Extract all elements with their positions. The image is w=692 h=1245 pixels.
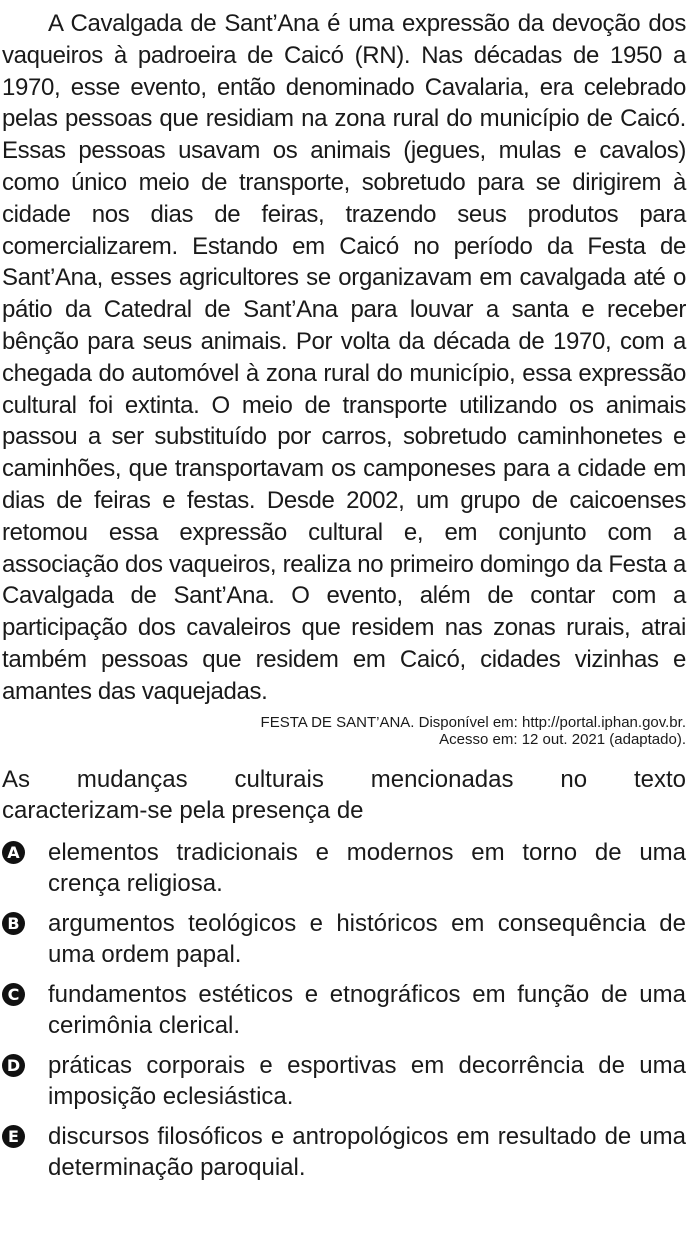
option-c-letter-icon: C bbox=[2, 983, 25, 1006]
option-c-text: fundamentos estéticos e etnográficos em função de uma cerimônia clerical. bbox=[48, 980, 686, 1040]
exam-question bbox=[2, 8, 686, 1192]
option-e[interactable] bbox=[2, 1121, 686, 1184]
option-a-letter-icon: A bbox=[2, 841, 25, 864]
option-a[interactable] bbox=[2, 837, 686, 900]
option-b-letter-icon: B bbox=[2, 912, 25, 935]
source-line-1: FESTA DE SANT’ANA. Disponível em: http://portal.iphan.gov.br. bbox=[260, 713, 686, 731]
option-e-text: discursos filosóficos e antropológicos em resultado de uma determinação paroquial. bbox=[48, 1122, 686, 1182]
option-c[interactable] bbox=[2, 979, 686, 1042]
question-stem-line-2: caracterizam-se pela presença de bbox=[2, 797, 364, 825]
option-d[interactable] bbox=[2, 1050, 686, 1113]
option-d-text: práticas corporais e esportivas em decorrência de uma imposição eclesiástica. bbox=[48, 1051, 686, 1111]
question-stem-line-1: As mudanças culturais mencionadas no texto bbox=[2, 765, 686, 793]
passage-text: A Cavalgada de Sant’Ana é uma expressão da devoção dos vaqueiros à padroeira de Caicó (RN). Nas décadas de 1950 a 1970, esse evento, então denominado Cavalaria, era celebrado pelas pessoas que residiam na zona rural do município de Caicó. Essas pessoas usavam os animais (jegues, mulas e cavalos) como único meio de transporte, sobretudo para se dirigirem à cidade nos dias de feiras, trazendo seus produtos para comercializarem. Estando em Caicó no período da Festa de Sant’Ana, esses agricultores se organizavam em cavalgada até o pátio da Catedral de Sant’Ana para louvar a santa e receber bênção para seus animais. Por volta da década de 1970, com a chegada do automóvel à zona rural do município, essa expressão cultural foi extinta. O meio de transporte utilizando os animais passou a ser substituído por carros, sobretudo caminhonetes e caminhões, que transportavam os camponeses para a cidade em dias de feiras e festas. Desde 2002, um grupo de caicoenses retomou essa expressão cultural e, em conjunto com a associação dos vaqueiros, realiza no primeiro domingo da Festa a Cavalgada de Sant’Ana. O evento, além de contar com a participação dos cavaleiros que residem nas zonas rurais, atrai também pessoas que residem em Caicó, cidades vizinhas e amantes das vaquejadas. bbox=[2, 10, 686, 705]
option-b[interactable] bbox=[2, 908, 686, 971]
option-e-letter-icon: E bbox=[2, 1125, 25, 1148]
option-b-text: argumentos teológicos e históricos em consequência de uma ordem papal. bbox=[48, 909, 686, 969]
answer-options bbox=[2, 837, 686, 1184]
option-a-text: elementos tradicionais e modernos em torno de uma crença religiosa. bbox=[48, 838, 686, 898]
option-d-letter-icon: D bbox=[2, 1054, 25, 1077]
source-citation bbox=[2, 714, 686, 748]
source-line-2: Acesso em: 12 out. 2021 (adaptado). bbox=[439, 730, 686, 748]
question-stem bbox=[2, 764, 686, 827]
